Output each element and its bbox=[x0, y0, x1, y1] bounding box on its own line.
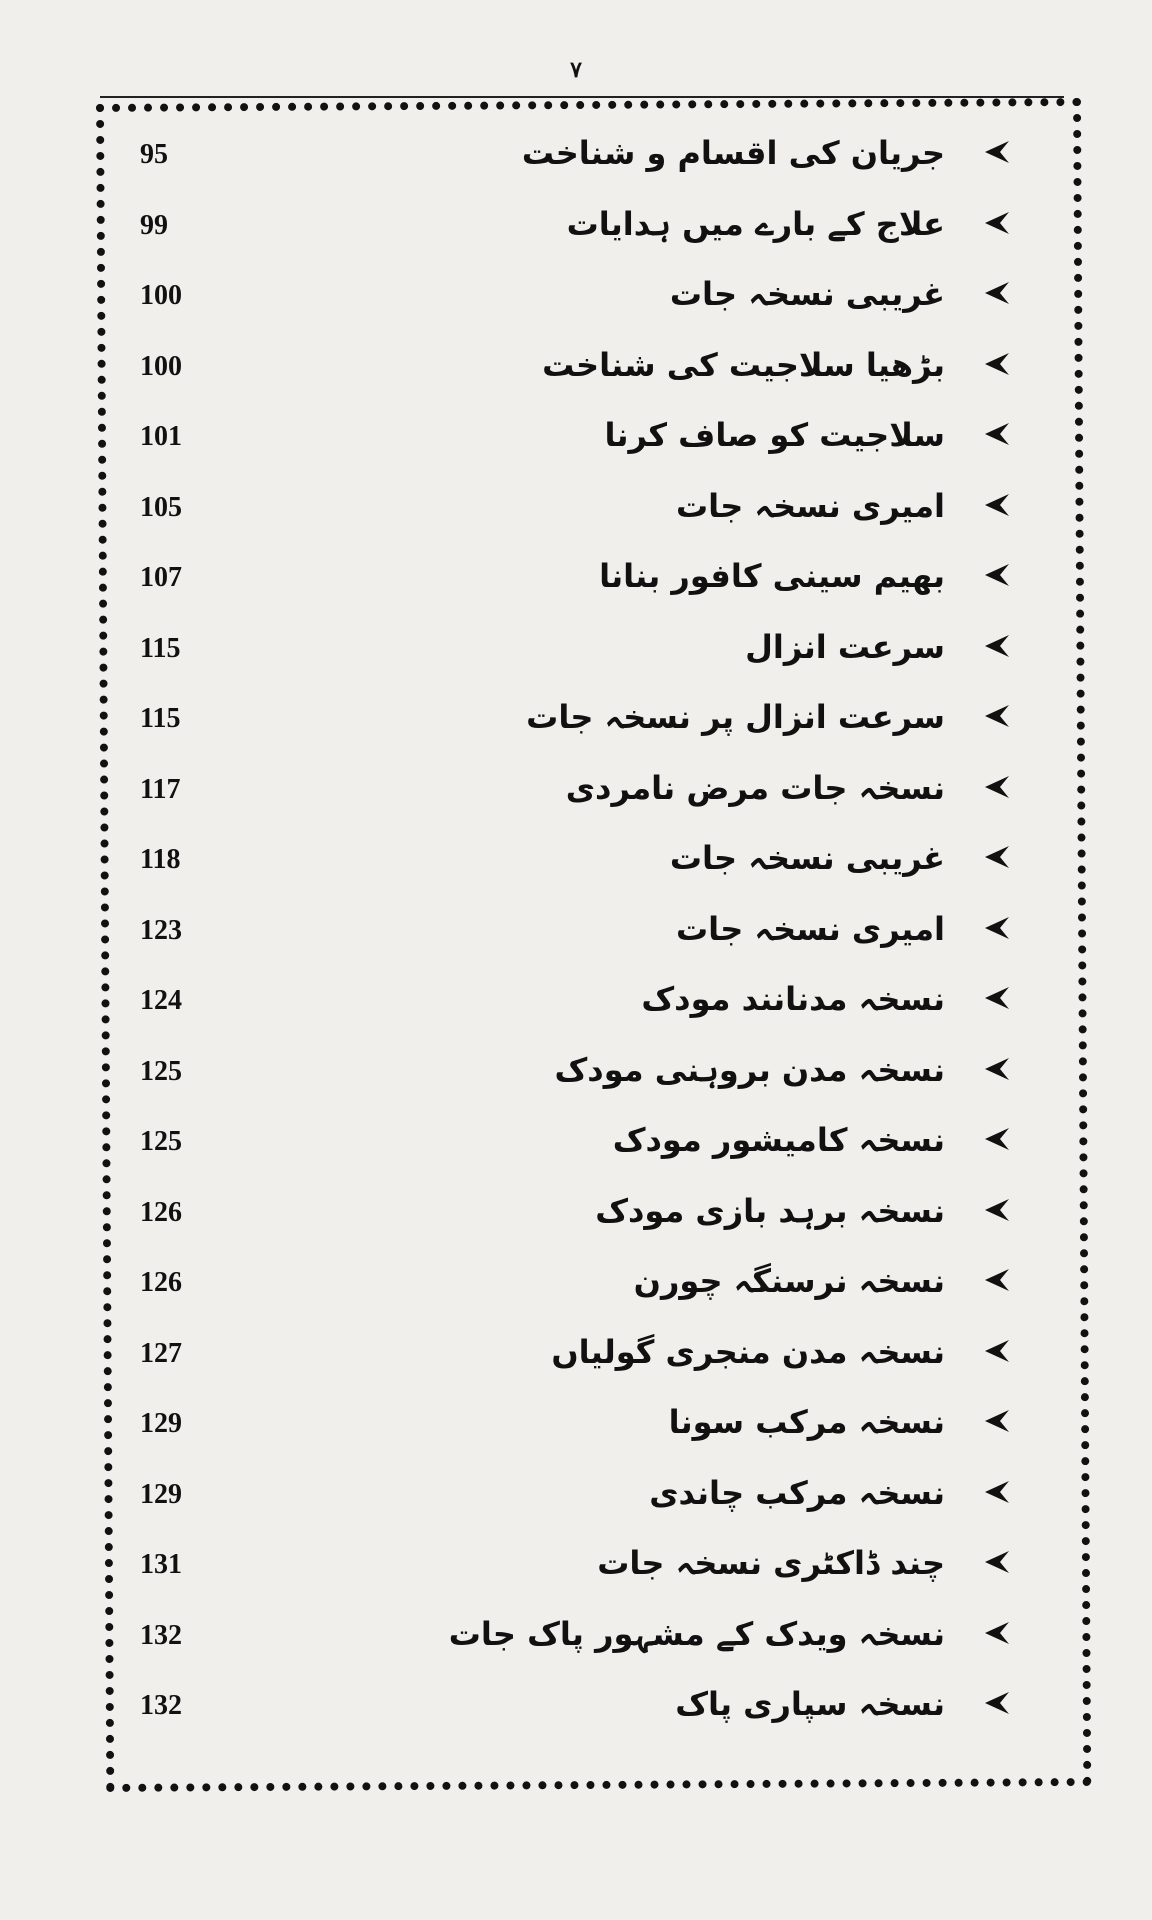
toc-page-number: 125 bbox=[140, 1055, 182, 1087]
toc-entry bbox=[110, 266, 1050, 326]
arrow-bullet-icon bbox=[981, 206, 1015, 240]
arrow-bullet-icon bbox=[981, 558, 1015, 592]
toc-entry-title: نسخہ ویدک کے مشہور پاک جات bbox=[448, 1614, 945, 1653]
arrow-bullet-icon bbox=[981, 1616, 1015, 1650]
toc-entry-title: نسخہ نرسنگہ چورن bbox=[633, 1262, 945, 1300]
toc-entry-title: امیری نسخہ جات bbox=[676, 909, 945, 948]
arrow-bullet-icon bbox=[981, 981, 1015, 1015]
toc-entry bbox=[110, 1676, 1050, 1736]
toc-entry bbox=[110, 1183, 1050, 1243]
arrow-bullet-icon bbox=[981, 1193, 1015, 1227]
toc-page-number: 124 bbox=[140, 985, 182, 1016]
toc-entry-title: سرعت انزال bbox=[745, 627, 945, 666]
toc-entry-title: بڑھیا سلاجیت کی شناخت bbox=[542, 345, 945, 384]
arrow-bullet-icon bbox=[981, 770, 1015, 804]
arrow-bullet-icon bbox=[981, 276, 1015, 310]
arrow-bullet-icon bbox=[981, 1545, 1015, 1579]
toc-entry bbox=[110, 337, 1050, 397]
arrow-bullet-icon bbox=[981, 699, 1015, 733]
toc-entry-title: نسخہ مدن منجری گولیاں bbox=[551, 1332, 945, 1371]
arrow-bullet-icon bbox=[981, 1122, 1015, 1156]
toc-page-number: 107 bbox=[140, 562, 182, 593]
arrow-bullet-icon bbox=[981, 629, 1015, 663]
toc-page-number: 131 bbox=[140, 1549, 182, 1580]
arrow-bullet-icon bbox=[981, 488, 1015, 522]
toc-entry bbox=[110, 407, 1050, 467]
toc-page-number: 126 bbox=[140, 1196, 182, 1228]
toc-entry-title: نسخہ برہد بازی مودک bbox=[595, 1191, 945, 1230]
toc-page-number: 101 bbox=[140, 421, 182, 452]
toc-entry bbox=[110, 619, 1050, 679]
toc-entry bbox=[110, 1324, 1050, 1384]
arrow-bullet-icon bbox=[981, 347, 1015, 381]
arrow-bullet-icon bbox=[981, 417, 1015, 451]
toc-page-number: 117 bbox=[140, 773, 181, 805]
toc-entry bbox=[110, 760, 1050, 820]
toc-page-number: 127 bbox=[140, 1337, 182, 1369]
toc-entry-title: نسخہ سپاری پاک bbox=[675, 1685, 945, 1723]
arrow-bullet-icon bbox=[981, 135, 1015, 169]
toc-entry-title: نسخہ مدن بروہنی مودک bbox=[554, 1050, 945, 1089]
arrow-bullet-icon bbox=[981, 1686, 1015, 1720]
toc-page-number: 118 bbox=[140, 844, 181, 875]
toc-entry-title: امیری نسخہ جات bbox=[676, 486, 945, 525]
toc-entry bbox=[110, 478, 1050, 538]
toc-entry-title: غریبی نسخہ جات bbox=[669, 275, 945, 313]
toc-entry bbox=[110, 1465, 1050, 1525]
toc-entry bbox=[110, 1253, 1050, 1313]
toc-page-number: 129 bbox=[140, 1408, 182, 1439]
toc-entry-title: سرعت انزال پر نسخہ جات bbox=[526, 698, 945, 736]
arrow-bullet-icon bbox=[981, 1404, 1015, 1438]
toc-entry bbox=[110, 1394, 1050, 1454]
toc-entry-title: چند ڈاکٹری نسخہ جات bbox=[597, 1544, 945, 1582]
arrow-bullet-icon bbox=[981, 911, 1015, 945]
table-of-contents bbox=[110, 125, 1050, 1775]
toc-entry-title: نسخہ جات مرض نامردی bbox=[565, 768, 945, 807]
toc-page-number: 132 bbox=[140, 1619, 182, 1651]
toc-entry-title: سلاجیت کو صاف کرنا bbox=[604, 416, 945, 454]
toc-page-number: 100 bbox=[140, 280, 182, 311]
top-rule bbox=[100, 96, 1064, 98]
toc-entry-title: علاج کے بارے میں ہدایات bbox=[566, 204, 945, 243]
toc-entry-title: نسخہ مرکب چاندی bbox=[649, 1473, 945, 1512]
toc-page-number: 126 bbox=[140, 1267, 182, 1298]
toc-page-number: 115 bbox=[140, 703, 181, 734]
toc-page-number: 123 bbox=[140, 914, 182, 946]
toc-entry bbox=[110, 689, 1050, 749]
page-number: ۷ bbox=[570, 57, 582, 82]
toc-page-number: 105 bbox=[140, 491, 182, 523]
toc-entry bbox=[110, 901, 1050, 961]
toc-entry bbox=[110, 1606, 1050, 1666]
toc-page-number: 115 bbox=[140, 632, 181, 664]
arrow-bullet-icon bbox=[981, 1052, 1015, 1086]
toc-entry-title: جریان کی اقسام و شناخت bbox=[521, 134, 945, 172]
toc-entry-title: نسخہ مرکب سونا bbox=[668, 1403, 945, 1441]
toc-entry-title: غریبی نسخہ جات bbox=[669, 839, 945, 877]
toc-entry-title: نسخہ مدنانند مودک bbox=[641, 980, 945, 1018]
toc-entry bbox=[110, 125, 1050, 185]
arrow-bullet-icon bbox=[981, 1475, 1015, 1509]
toc-entry bbox=[110, 548, 1050, 608]
toc-page-number: 132 bbox=[140, 1690, 182, 1721]
toc-entry-title: بھیم سینی کافور بنانا bbox=[599, 557, 945, 595]
toc-page-number: 95 bbox=[140, 139, 168, 170]
arrow-bullet-icon bbox=[981, 1334, 1015, 1368]
toc-entry bbox=[110, 830, 1050, 890]
toc-entry bbox=[110, 196, 1050, 256]
toc-page-number: 125 bbox=[140, 1126, 182, 1157]
toc-page-number: 99 bbox=[140, 209, 168, 241]
toc-page-number: 129 bbox=[140, 1478, 182, 1510]
toc-entry bbox=[110, 1535, 1050, 1595]
toc-entry bbox=[110, 971, 1050, 1031]
toc-page-number: 100 bbox=[140, 350, 182, 382]
arrow-bullet-icon bbox=[981, 840, 1015, 874]
toc-entry bbox=[110, 1112, 1050, 1172]
arrow-bullet-icon bbox=[981, 1263, 1015, 1297]
toc-entry-title: نسخہ کامیشور مودک bbox=[612, 1121, 945, 1159]
toc-entry bbox=[110, 1042, 1050, 1102]
